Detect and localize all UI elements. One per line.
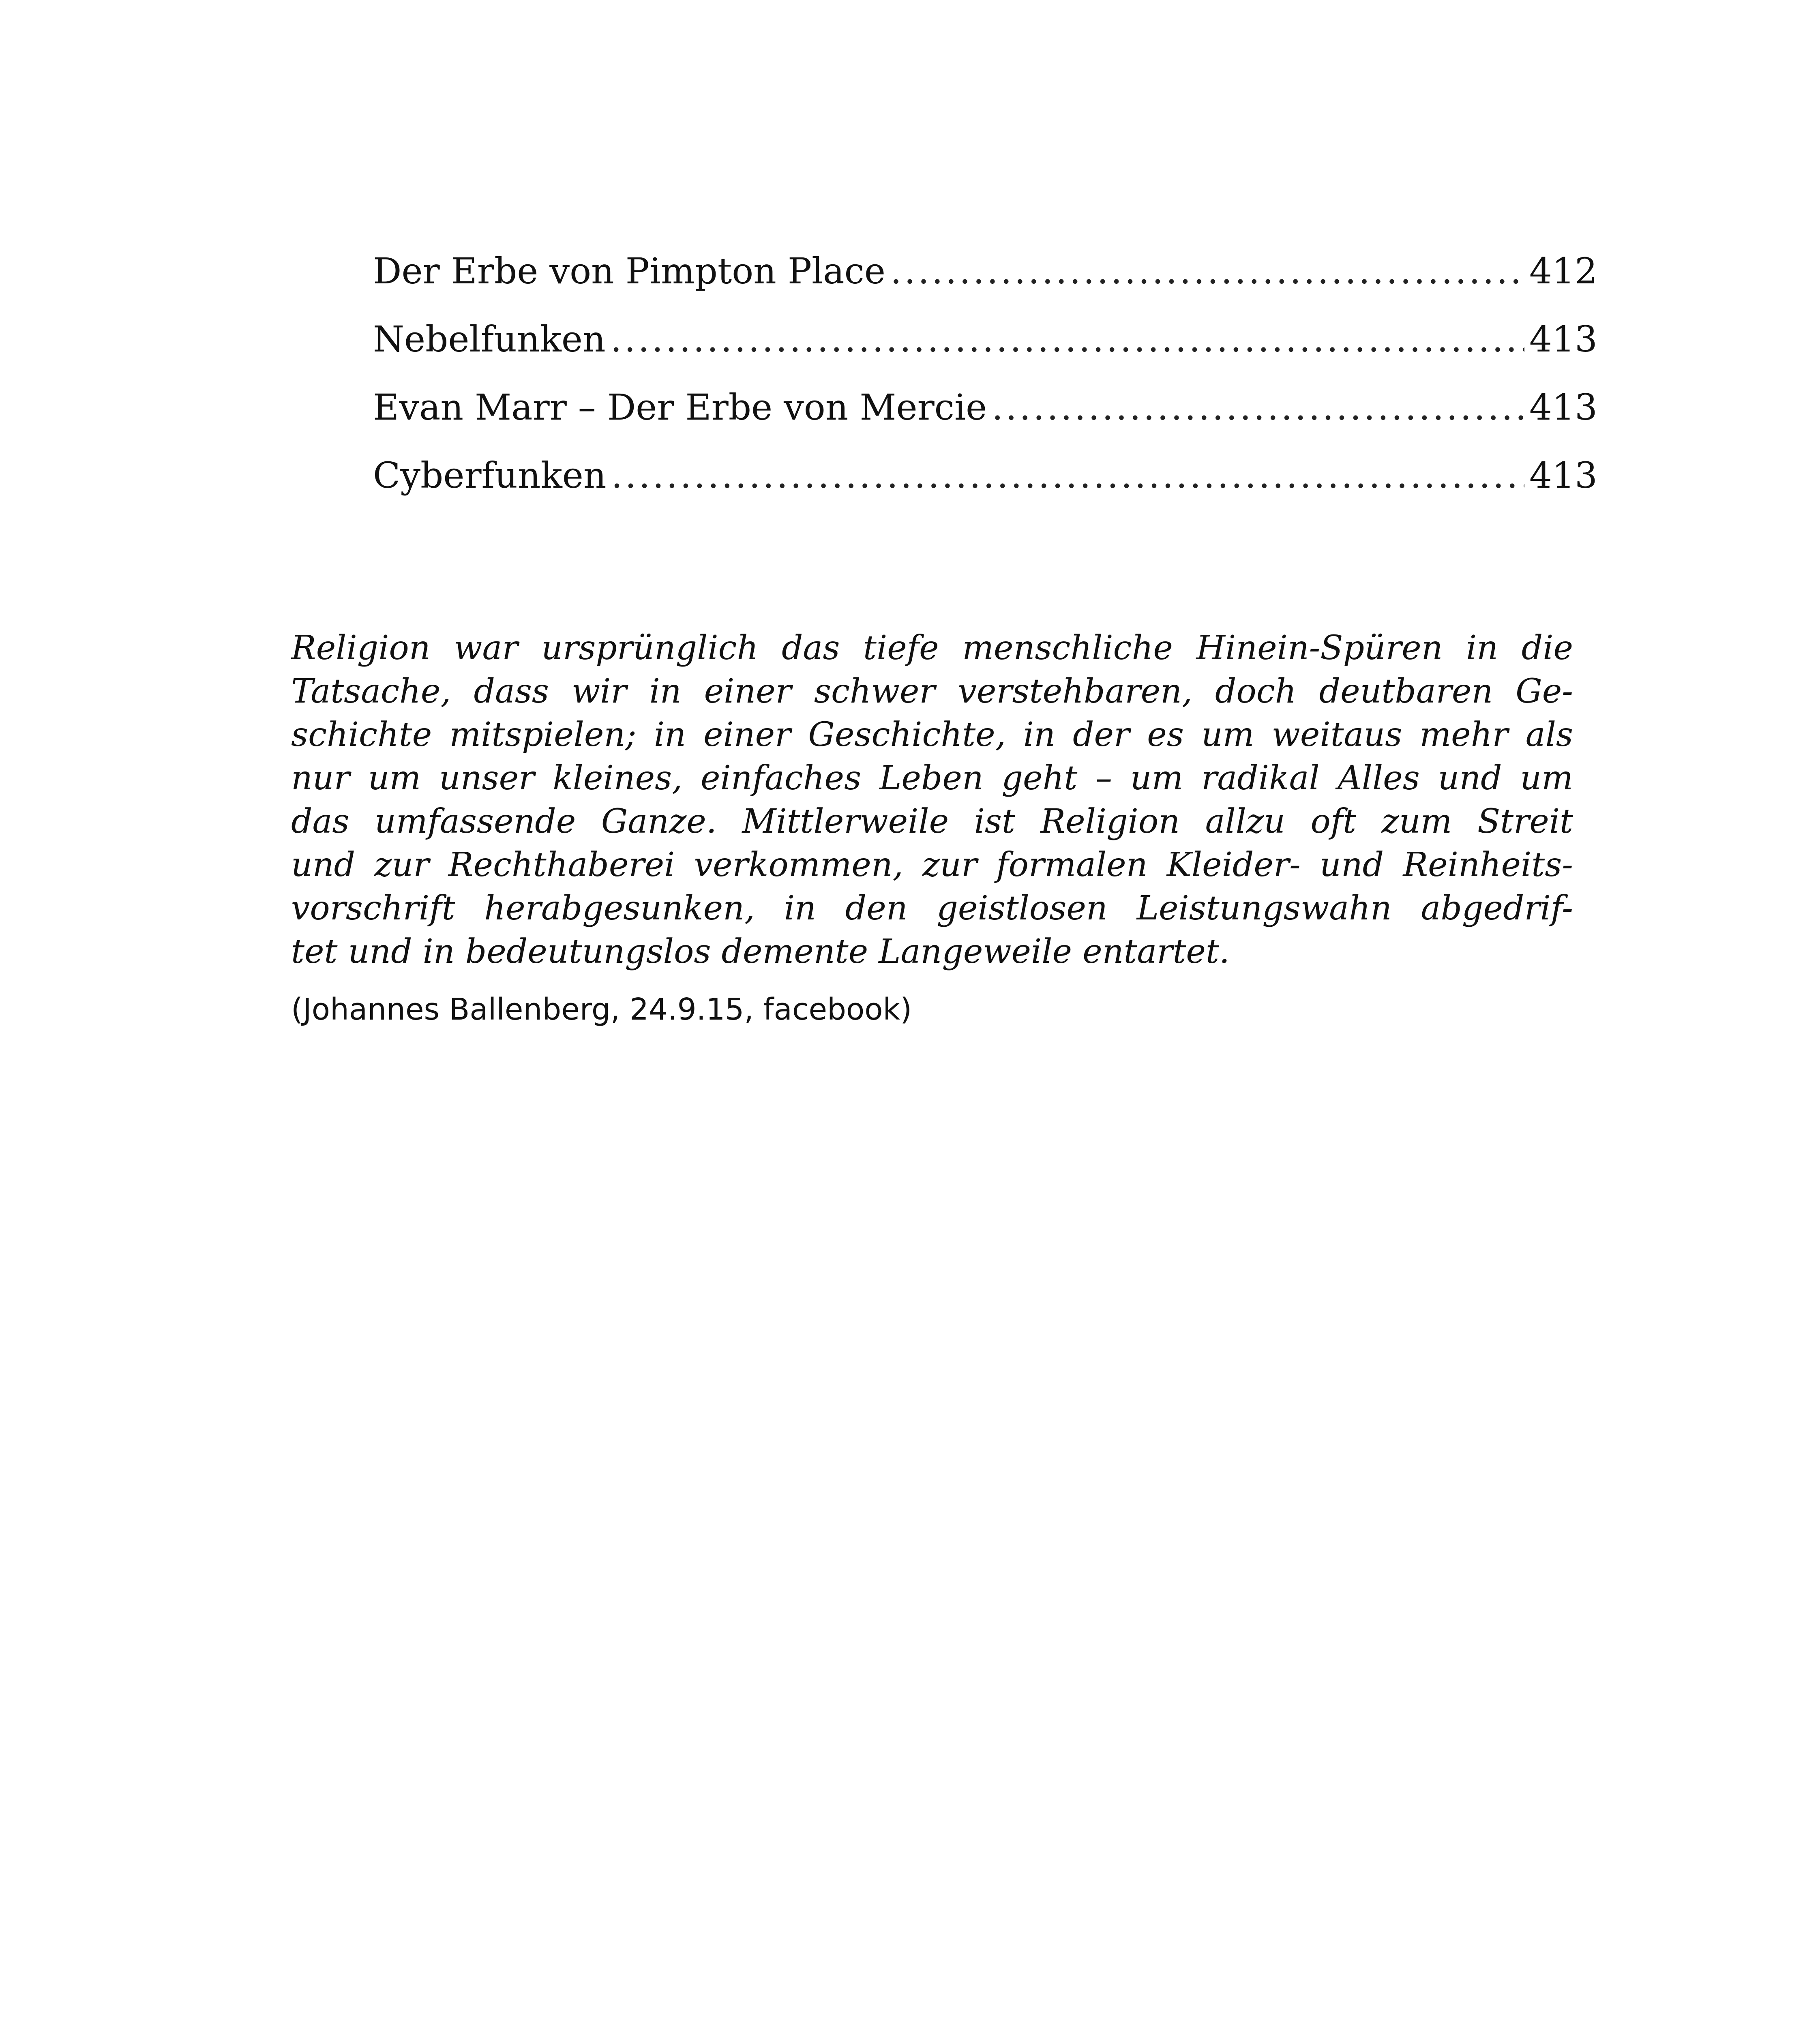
toc-entry[interactable] <box>373 373 1597 441</box>
quote-line: das umfassende Ganze. Mittlerweile ist Religion allzu oft zum Streit <box>291 802 1573 841</box>
quote-line: Tatsache, dass wir in einer schwer verstehbaren, doch deutbaren Ge- <box>291 672 1573 711</box>
toc-entry-title: Der Erbe von Pimpton Place <box>373 250 886 292</box>
toc-entry[interactable] <box>373 305 1597 373</box>
toc-entry[interactable] <box>373 237 1597 305</box>
epigraph-quote <box>291 626 1573 973</box>
toc-entry-title: Nebelfunken <box>373 318 606 360</box>
table-of-contents <box>373 237 1597 510</box>
toc-entry-page: 413 <box>1529 386 1597 428</box>
toc-dot-leader <box>890 237 1524 305</box>
quote-line: und zur Rechthaberei verkommen, zur formalen Kleider- und Reinheits- <box>291 846 1573 884</box>
toc-entry[interactable] <box>373 441 1597 510</box>
toc-entry-page: 413 <box>1529 454 1597 496</box>
quote-attribution: (Johannes Ballenberg, 24.9.15, facebook) <box>291 992 912 1027</box>
quote-line: nur um unser kleines, einfaches Leben geht – um radikal Alles und um <box>291 759 1573 797</box>
quote-line: Religion war ursprünglich das tiefe menschliche Hinein-Spüren in die <box>291 629 1573 667</box>
quote-line: schichte mitspielen; in einer Geschichte, in der es um weitaus mehr als <box>291 716 1573 754</box>
toc-entry-title: Evan Marr – Der Erbe von Mercie <box>373 386 987 428</box>
quote-line: tet und in bedeutungslos demente Langeweile entartet. <box>291 932 1230 971</box>
toc-entry-page: 413 <box>1529 318 1597 360</box>
toc-dot-leader <box>611 305 1524 373</box>
toc-entry-page: 412 <box>1529 250 1597 292</box>
toc-entry-title: Cyberfunken <box>373 454 607 496</box>
quote-line: vorschrift herabgesunken, in den geistlosen Leistungswahn abgedrif- <box>291 889 1573 928</box>
toc-dot-leader <box>992 373 1524 441</box>
toc-dot-leader <box>611 441 1525 510</box>
